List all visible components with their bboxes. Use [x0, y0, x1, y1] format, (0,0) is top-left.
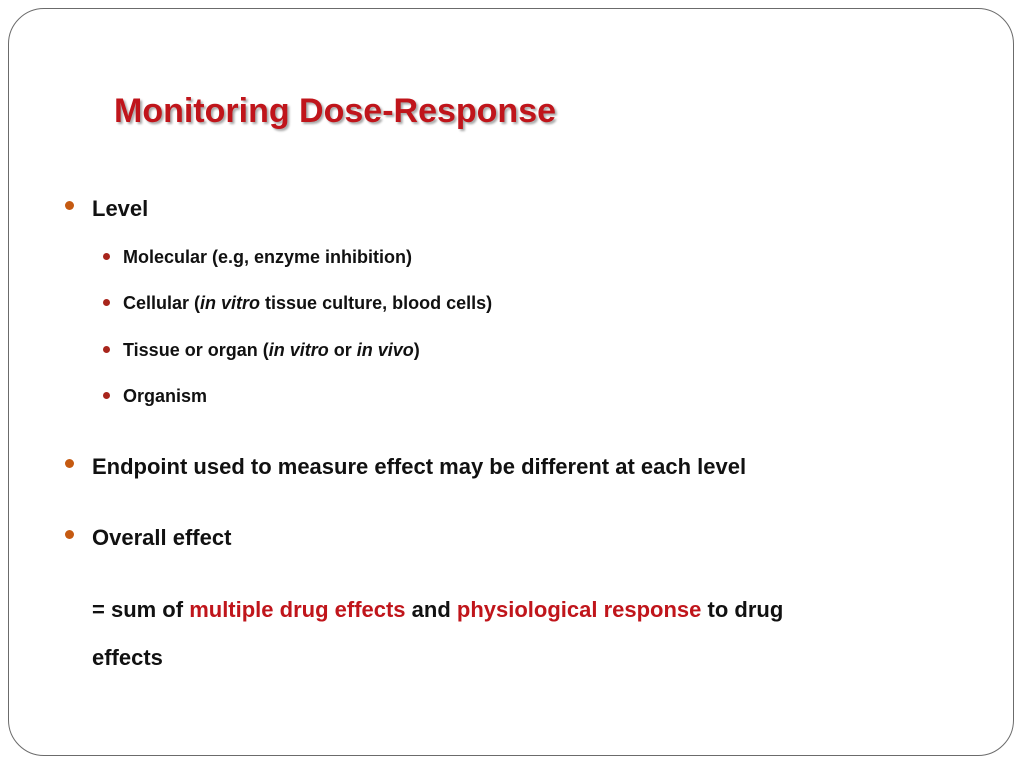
eq-part-2: and	[405, 597, 457, 622]
cellular-text-start: Cellular (	[123, 293, 201, 313]
bullet-icon	[65, 459, 74, 468]
bullet-endpoint: Endpoint used to measure effect may be different at each level	[92, 454, 747, 479]
tissue-text-start: Tissue or organ (	[123, 340, 269, 360]
slide-title: Monitoring Dose-Response	[114, 92, 557, 130]
tissue-in-vitro: in vitro	[268, 340, 329, 360]
bullet-icon	[65, 201, 74, 210]
tissue-text-or: or	[328, 340, 357, 360]
overall-effect-definition-line2: effects	[92, 645, 163, 670]
bullet-icon	[65, 530, 74, 539]
bullet-level: Level	[92, 196, 149, 221]
sub-bullet-tissue	[123, 340, 420, 361]
highlight-multiple-drug-effects: multiple drug effects	[189, 597, 406, 622]
overall-effect-definition	[92, 597, 783, 623]
cellular-text-end: tissue culture, blood cells)	[260, 293, 493, 313]
eq-part-3: to drug	[701, 597, 784, 622]
bullet-overall-effect: Overall effect	[92, 525, 232, 550]
sub-bullet-organism: Organism	[123, 386, 208, 406]
sub-bullet-icon	[103, 299, 110, 306]
eq-part-1: = sum of	[92, 597, 190, 622]
cellular-in-vitro: in vitro	[200, 293, 261, 313]
tissue-in-vivo: in vivo	[356, 340, 414, 360]
tissue-text-end: )	[413, 340, 420, 360]
sub-bullet-molecular: Molecular (e.g, enzyme inhibition)	[123, 247, 413, 267]
sub-bullet-cellular	[123, 293, 492, 314]
highlight-physiological-response: physiological response	[456, 597, 702, 622]
sub-bullet-icon	[103, 253, 110, 260]
sub-bullet-icon	[103, 392, 110, 399]
sub-bullet-icon	[103, 346, 110, 353]
